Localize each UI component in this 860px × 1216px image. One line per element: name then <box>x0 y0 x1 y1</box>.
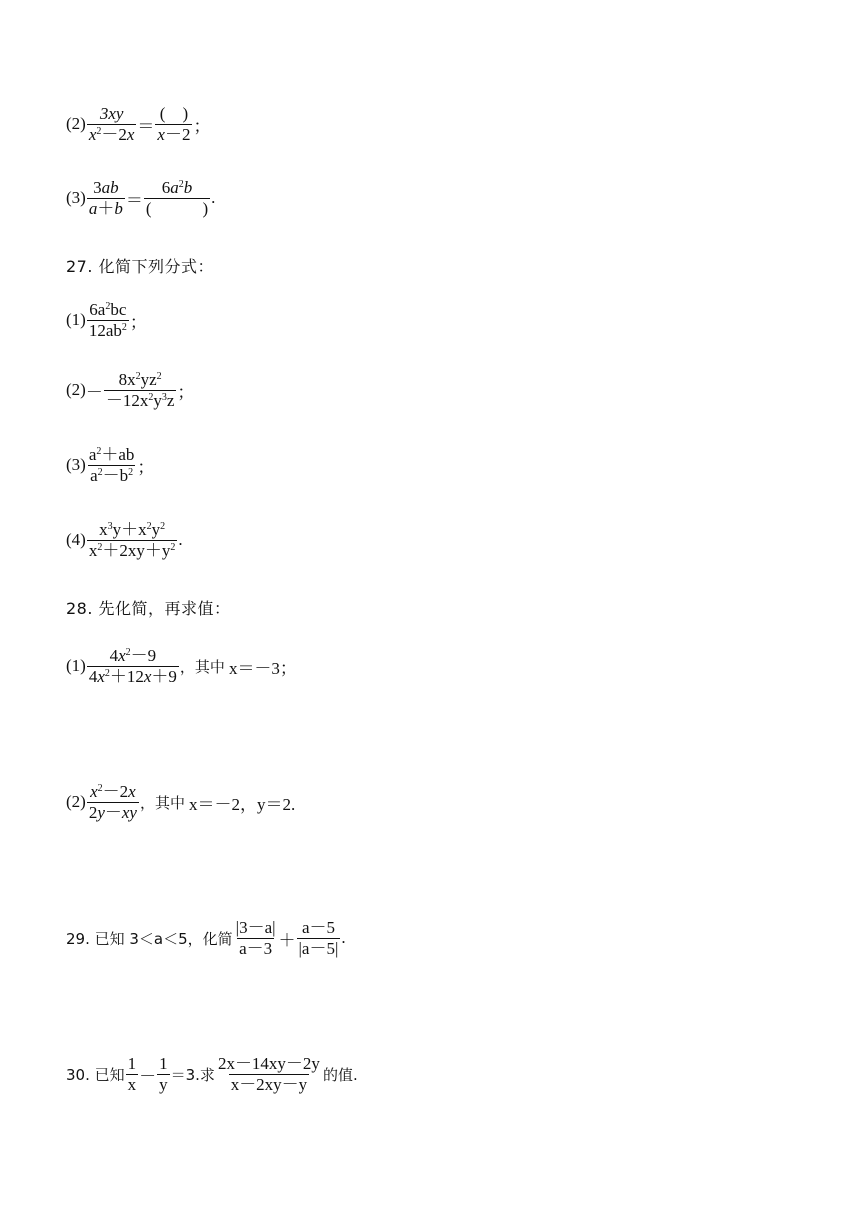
q28-part1-value: x＝－3； <box>228 658 297 678</box>
q26-part3-rhs-fraction: $\frac{6a^2b}{( )}$ <box>145 178 209 218</box>
q28-part1: (1) $\frac{4x^2-9}{4x^2+12x+9}$ ，其中 x＝－3； <box>66 646 297 686</box>
q29-fraction-2: $\frac{a-5}{|a-5|}$ <box>298 918 339 958</box>
q27-part1-fraction: $\frac{6a^2bc}{12ab^2}$ <box>88 300 127 340</box>
q26-part2-lhs-fraction: $\frac{3xy}{x^2-2x}$ <box>88 104 135 144</box>
q30-fraction-1x: $\frac{1}{x}$ <box>127 1054 137 1094</box>
q27-part4-fraction: $\frac{x^3y+x^2y^2}{x^2+2xy+y^2}$ <box>88 520 176 560</box>
q30-fraction-main: $\frac{2x-14xy-2y}{x-2xy-y}$ <box>217 1054 320 1094</box>
q29-prefix: 29. 已知 3＜a＜5，化简 <box>66 929 233 948</box>
q26-part2-blank: ( ) <box>159 104 189 123</box>
q26-part3-label: (3) <box>66 188 86 208</box>
q26-part2: (2) $\frac{3xy}{x^2-2x}$ ＝ $\frac{( )}{x-2}$ ； <box>66 104 211 144</box>
q26-part3: (3) $\frac{3ab}{a+b}$ ＝ $\frac{6a^2b}{( )}$ . <box>66 178 216 218</box>
q27-part3-fraction: $\frac{a^2+ab}{a^2-b^2}$ <box>88 445 135 485</box>
q28-part2: (2) $\frac{x^2-2x}{2y-xy}$ ，其中 x＝－2，y＝2. <box>66 782 296 822</box>
q27-part3: (3) $\frac{a^2+ab}{a^2-b^2}$ ； <box>66 445 155 485</box>
q29-fraction-1: $\frac{|3-a|}{a-3}$ <box>235 918 276 958</box>
q26-part3-blank: ( ) <box>145 198 209 218</box>
q28-part2-value: x＝－2，y＝2. <box>188 794 296 814</box>
q27-heading: 27. 化简下列分式： <box>66 257 215 276</box>
q30-fraction-1y: $\frac{1}{y}$ <box>159 1054 168 1094</box>
q30: 30. 已知 $\frac{1}{x}$ － $\frac{1}{y}$ ＝3.求 $\frac{2x-14xy-2y}{x-2xy-y}$ 的值. <box>66 1054 358 1094</box>
q28-part1-fraction: $\frac{4x^2-9}{4x^2+12x+9}$ <box>88 646 177 686</box>
q27-part1: (1) $\frac{6a^2bc}{12ab^2}$ ； <box>66 300 147 340</box>
q27-part2: (2) － $\frac{8x^2yz^2}{-12x^2y^3z}$ ； <box>66 370 195 410</box>
q26-part2-label: (2) <box>66 114 86 134</box>
q26-part3-lhs-fraction: $\frac{3ab}{a+b}$ <box>88 178 123 218</box>
q26-part2-rhs-fraction: $\frac{( )}{x-2}$ <box>157 104 191 144</box>
q28-part2-fraction: $\frac{x^2-2x}{2y-xy}$ <box>88 782 137 822</box>
q27-part2-fraction: $\frac{8x^2yz^2}{-12x^2y^3z}$ <box>105 370 175 410</box>
q30-prefix: 30. 已知 <box>66 1065 125 1084</box>
q27-part4: (4) $\frac{x^3y+x^2y^2}{x^2+2xy+y^2}$ . <box>66 520 183 560</box>
q29: 29. 已知 3＜a＜5，化简 $\frac{|3-a|}{a-3}$ ＋ $\frac{a-5}{|a-5|}$ . <box>66 918 346 958</box>
q28-heading: 28. 先化简，再求值： <box>66 599 231 618</box>
